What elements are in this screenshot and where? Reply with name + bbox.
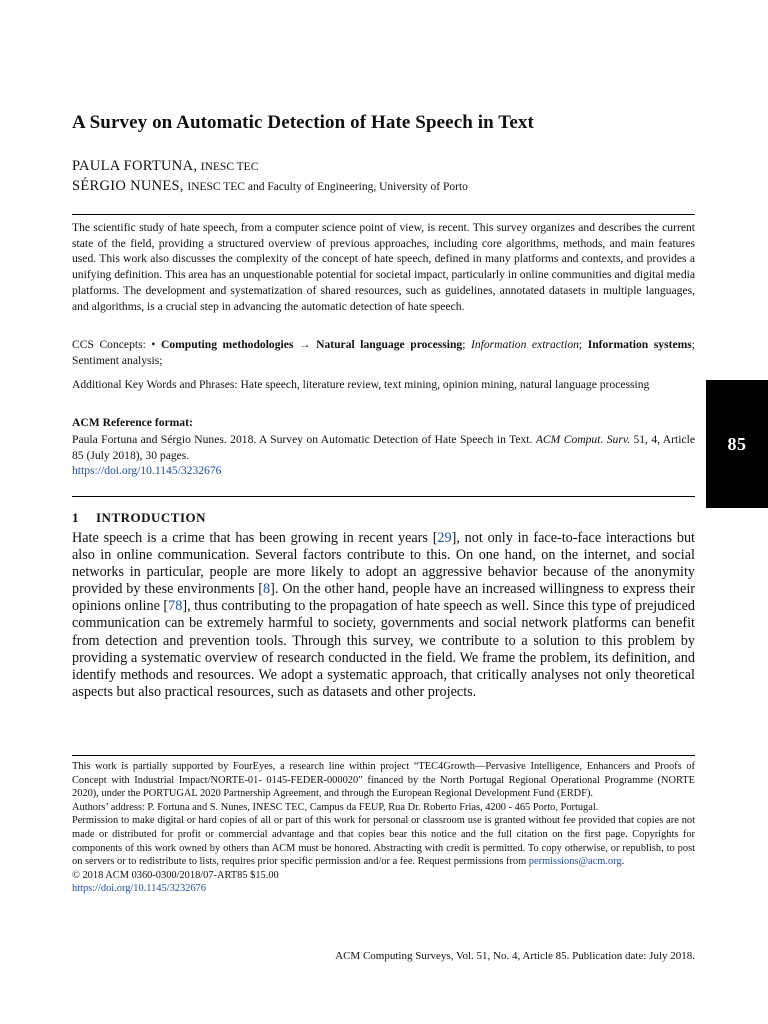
reference-text: Paula Fortuna and Sérgio Nunes. 2018. A Survey on Automatic Detection of Hate Speech in Text. [72,433,536,446]
abstract-top-rule [72,214,695,215]
article-number: 85 [727,433,747,454]
keywords: Additional Key Words and Phrases: Hate speech, literature review, text mining, opinion mining, natural language processing [72,378,650,391]
intro-text: ]. On the other hand, people have an increased willingness to express their opinions online [ [72,581,695,615]
author-2 [72,178,468,195]
author-affiliation: INESC TEC [200,161,259,173]
reference-heading: ACM Reference format: [72,416,193,429]
abstract: The scientific study of hate speech, from a computer science point of view, is recent. This survey organizes and describes the current state of the field, providing a structured overview of previous approaches, including core algorithms, methods, and main features used. This work also discusses the complexity of the concept of hate speech, defined in many platforms and contexts, and provides a unifying definition. This area has an unquestionable potential for societal impact, particularly in online communities and digital media platforms. The development and systematization of shared resources, such as guidelines, annotated datasets in multiple languages, and algorithms, is a crucial step in advancing the automatic detection of hate speech. [72,221,695,313]
ccs-concept-2: Natural language processing [316,338,463,351]
reference-details: 51, 4, Article 85 (July 2018), 30 pages. [72,433,695,462]
intro-text: ], thus contributing to the propagation of hate speech as well. Since this type of prejudiced communication can be extremely harmful to society, governments and social network platforms can benefit from detection and prevention tools. Through this survey, we contribute to a solution to this problem by providing a systematic overview of research conducted in the field. We frame the problem, its definition, and identify methods and resources. We adopt a systematic approach, that critically analyses not only theoretical aspects but also practical resources, such as datasets and other projects. [72,598,696,700]
reference-journal: ACM Comput. Surv. [535,433,631,446]
copyright-line: © 2018 ACM 0360-0300/2018/07-ART85 $15.00 [72,869,279,881]
funding-note: This work is partially supported by FourEyes, a research line within project “TEC4Growth—Pervasive Intelligence, Enhancers and Proofs of Concept with Industrial Impact/NORTE-01- 0145-FEDER-000020” financed by the North Portugal Regional Operational Programme (NORTE 2020), under the PORTUGAL 2020 Partnership Agreement, and through the European Regional Development Fund (ERDF). [72,761,695,800]
ccs-concept-5: ; Sentiment analysis; [72,338,696,367]
ccs-prefix: CCS Concepts: • [72,338,161,351]
author-name: SÉRGIO NUNES, [72,178,184,194]
reference-format [72,432,695,479]
permission-period: . [621,856,625,868]
permission-text: Permission to make digital or hard copies of all or part of this work for personal or classroom use is granted without fee provided that copies are not made or distributed for profit or commercial advantage and that copies bear this notice and the full citation on the first page. Copyrights for components of this work owned by others than ACM must be honored. Abstracting with credit is permitted. To copy otherwise, or republish, to post on servers or to redistribute to lists, requires prior specific permission and/or a fee. Request permissions from [72,815,695,868]
intro-text: ], not only in face-to-face interactions but also in online communication. Several factors contribute to this. On one hand, on the internet, and social networks in particular, people are more likely to adopt an aggressive behavior because of the anonymity provided by these environments [ [72,530,695,598]
article-number-tab [706,380,768,508]
author-name: PAULA FORTUNA, [72,158,198,174]
ccs-arrow: → [293,338,317,351]
header-bottom-rule [72,496,695,497]
citation-link[interactable]: 8 [263,581,271,598]
section-number: 1 [72,510,79,525]
permissions-email-link[interactable]: permissions@acm.org [528,856,622,868]
paper-title: A Survey on Automatic Detection of Hate Speech in Text [72,112,534,133]
citation-link[interactable]: 78 [168,598,183,615]
footnote-doi-link[interactable]: https://doi.org/10.1145/3232676 [72,883,206,895]
ccs-concepts [72,337,695,368]
footnote-rule [72,755,695,756]
ccs-sep: ; [578,338,588,351]
authors-address: Authors’ address: P. Fortuna and S. Nunes, INESC TEC, Campus da FEUP, Rua Dr. Roberto Frias, 4200 - 465 Porto, Portugal. [72,801,599,813]
section-heading [72,510,206,526]
intro-text: Hate speech is a crime that has been growing in recent years [ [72,530,438,546]
citation-link[interactable]: 29 [437,530,452,546]
ccs-concept-1: Computing methodologies [160,338,294,351]
author-1 [72,158,258,175]
running-footer: ACM Computing Surveys, Vol. 51, No. 4, Article 85. Publication date: July 2018. [335,950,695,962]
ccs-concept-4: Information systems [587,338,692,351]
introduction-paragraph [72,530,695,701]
ccs-concept-3: Information extraction [470,338,579,351]
author-affiliation: INESC TEC and Faculty of Engineering, University of Porto [187,181,468,193]
reference-doi-link[interactable]: https://doi.org/10.1145/3232676 [72,464,222,478]
permission-note [72,814,695,868]
ccs-sep: ; [462,338,471,351]
section-title: INTRODUCTION [96,510,207,525]
footnote-block [72,760,695,896]
